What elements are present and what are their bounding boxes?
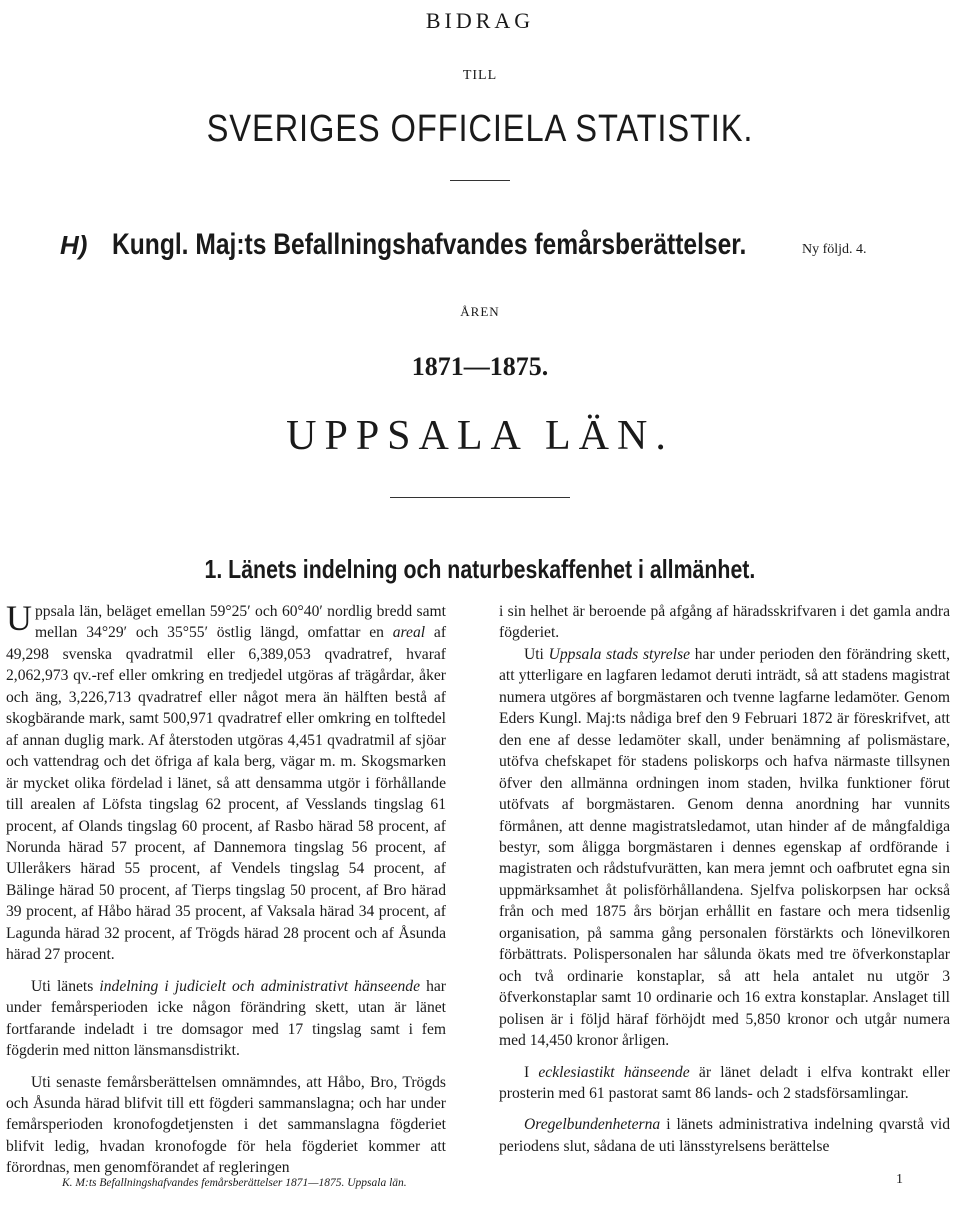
emphasis-indelning: indelning i judicielt och administrativt hänseende <box>99 977 420 995</box>
paragraph-stad <box>499 644 950 1052</box>
section-title <box>0 554 960 585</box>
paragraph-text: I <box>523 1063 539 1081</box>
paragraph-text: i länets administrativa indelning qvarstå vid periodens slut, sådana de uti länsstyrelsens berättelse <box>499 1116 950 1155</box>
drop-cap: U <box>6 598 32 638</box>
title-divider <box>450 180 510 181</box>
paragraph-text: ppsala län, beläget emellan 59°25′ och 60°40′ nordlig bredd samt mellan 34°29′ och 35°55′ östlig längd, omfattar en <box>35 603 446 642</box>
main-title: SVERIGES OFFICIELA STATISTIK. <box>206 108 754 150</box>
paragraph-fogderi: Uti senaste femårsberättelsen omnämndes, att Håbo, Bro, Trögds och Åsunda härad blifvit till ett fögderi sammanslagna; och har under femårsperioden kronofogdetjensten i det sammanslagna fögderiet blifvit ledig, hvadan kronofogde för hela fögderiet kommer att förordnas, men genomförandet af regleringen <box>6 1073 446 1177</box>
paragraph-oregelbundenheter <box>499 1114 950 1157</box>
years-heading: 1871—1875. <box>411 352 549 381</box>
paragraph-ecklesiastik <box>499 1062 950 1105</box>
page-number: 1 <box>896 1172 903 1187</box>
county-divider <box>390 497 570 498</box>
paragraph-text: har under femårsperioden icke någon förändring skett, utan är länet fortfarande indeladt i tre domsagor med 17 tingslag samt i fem fögderin med nitton länsmansdistrikt. <box>6 977 446 1060</box>
left-column <box>6 598 447 1179</box>
paragraph-text: har under perioden den förändring skett, att ytterligare en lagfaren ledamot deruti inträdt, så att stadens magistrat numera utgöres af borgmästaren och tvenne lagfarne ledamöter. Genom Eders Kungl. Maj:ts nådiga bref den 9 Februari 1872 är föreskrifvet, att den ene af desse ledamöter skall, under benämning af polismästare, utöfva chefskapet för stadens poliskorps och hafva närmaste tillsynen öfver den allmänna ordningen inom staden, hvilka funktioner förut utöfvats af borgmästaren. Genom denna anordning har vunnits förmånen, att denne magistratsledamot, utan hinder af de mångfaldiga bestyr, som åligga borgmästaren i dennes egenskap af ordförande i magistraten och rådstufvurätten, kan mera jemnt och oafbrutet egna sin uppmärksamhet åt polisförhållandena. Sjelfva poliskorpsen har också från och med 1875 års början erhållit en fastare och mera tidsenlig organisation, på samma gång personalen förstärkts och lönevilkoren förbättrats. Polispersonalen har sålunda ökats med tre öfverkonstaplar och två ordinarie konstaplar, så att hela antalet nu utgör 3 öfverkonstaplar samt 10 ordinarie och 16 extra konstaplar. Anslaget till polisen är i följd häraf förhöjdt med 5,850 kronor och utgår numera med 14,450 kronor årligen. <box>499 645 951 1050</box>
emphasis-stad: Uppsala stads styrelse <box>548 645 691 663</box>
paragraph-area <box>6 598 447 966</box>
emphasis-areal: areal <box>392 624 426 642</box>
paragraph-text: Uti <box>523 645 549 663</box>
section-title-text: 1. Länets indelning och naturbeskaffenhet i allmänhet. <box>204 554 756 584</box>
paragraph-text: Uti länets <box>30 977 100 995</box>
footer-note: K. M:ts Befallningshafvandes femårsberättelser 1871—1875. Uppsala län. <box>62 1177 407 1189</box>
series-heading: BIDRAG <box>425 8 535 33</box>
emphasis-ecklesiastik: ecklesiastikt hänseende <box>538 1063 690 1081</box>
paragraph-indelning <box>6 976 446 1062</box>
county-title: UPPSALA LÄN. <box>286 413 674 459</box>
aren-label: ÅREN <box>460 304 500 319</box>
paragraph-text: af 49,298 svenska qvadratmil eller 6,389,053 qvadratref, hvaraf 2,062,973 qv.-ref eller omkring en tredjedel utgöras af trägårdar, åker och äng, 3,226,713 qvadratref eller något mera än hälften bestå af skogbärande mark, samt 500,971 qvadratref eller omkring en tolftedel af annan duglig mark. Af återstoden utgöras 4,451 qvadratmil af sjöar och vattendrag och det öfriga af kala berg, vägar m. m. Skogsmarken är mycket olika fördelad i länet, så att densamma utgör i förhållande till arealen af Löfsta tingslag 62 procent, af Vesslands tingslag 61 procent, af Olands tingslag 60 procent, af Rasbo härad 58 procent, af Norunda härad 57 procent, af Dannemora tingslag 56 procent, af Ulleråkers härad 55 procent, af Vendels tingslag 54 procent, af Bälinge härad 50 procent, af Tierps tingslag 50 procent, af Bro härad 39 procent, af Håbo härad 35 procent, af Vaksala härad 34 procent, af Lagunda härad 32 procent, af Trögds härad 28 procent och af Åsunda härad 27 procent. <box>6 624 447 964</box>
paragraph-text: är länet deladt i elfva kontrakt eller prosterin med 61 pastorat samt 86 lands- och 2 stadsförsamlingar. <box>499 1063 950 1102</box>
series-number: Ny följd. 4. <box>802 242 867 257</box>
publication-subtitle: Kungl. Maj:ts Befallningshafvandes femårsberättelser. <box>112 228 747 261</box>
till-label: TILL <box>462 68 498 83</box>
right-column <box>499 601 950 1157</box>
series-mark: H) <box>60 230 88 260</box>
emphasis-oregelbundenheter: Oregelbundenheterna <box>523 1116 661 1134</box>
paragraph-continued: i sin helhet är beroende på afgång af häradsskrifvaren i det gamla andra fögderiet. <box>499 603 950 642</box>
